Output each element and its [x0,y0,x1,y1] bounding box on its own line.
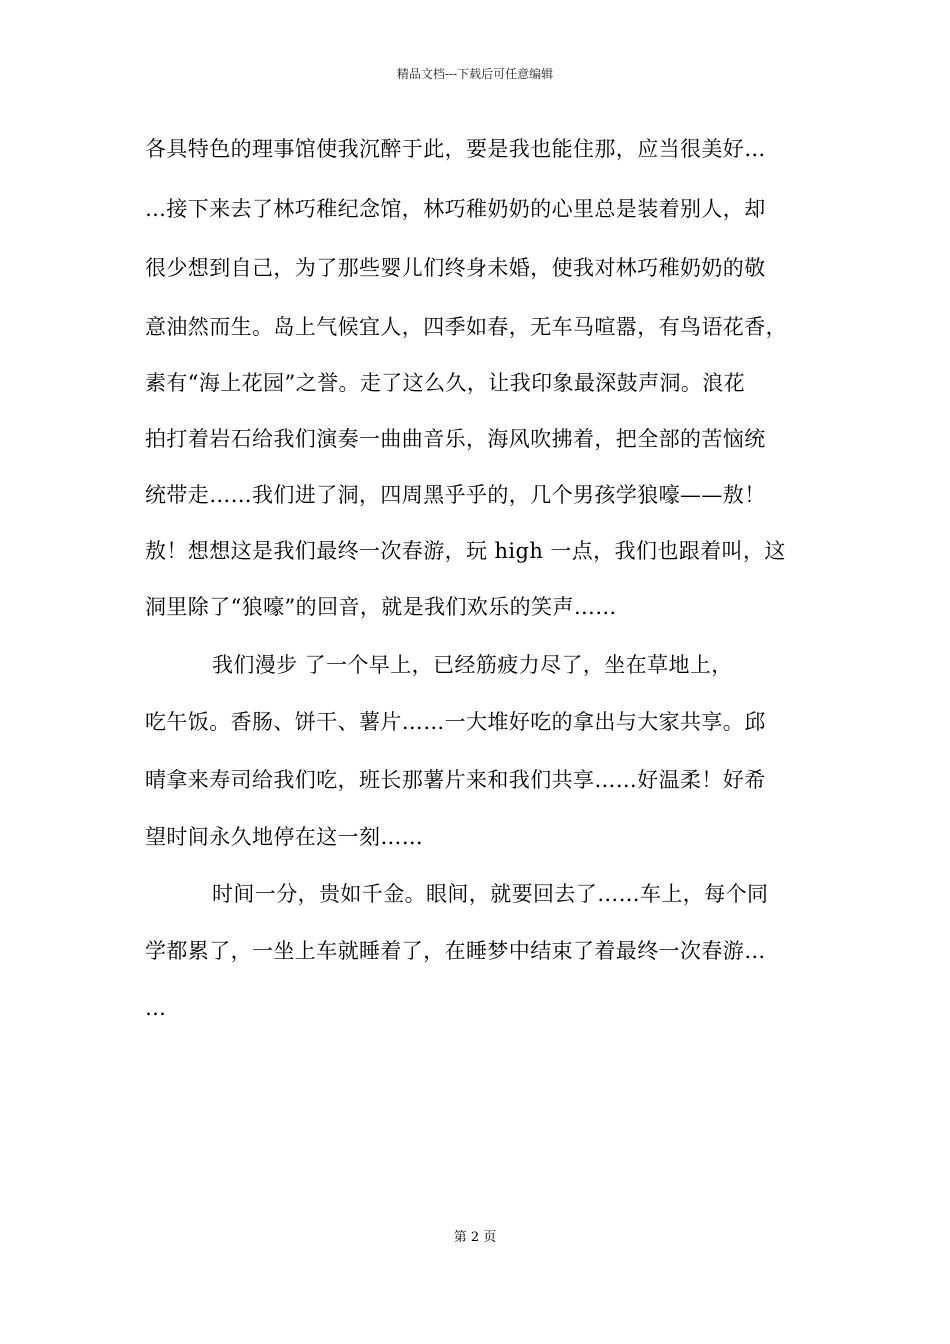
text-line-11: 吃午饭。香肠、饼干、薯片……一大堆好吃的拿出与大家共享。邱 [145,710,766,734]
text-line-3: 很少想到自己，为了那些婴儿们终身未婚，使我对林巧稚奶奶的敬 [145,256,766,280]
text-line-16: … [145,996,167,1020]
text-line-1: 各具特色的理事馆使我沉醉于此，要是我也能住那，应当很美好… [145,137,766,161]
text-line-5: 素有“海上花园”之誉。走了这么久，让我印象最深鼓声洞。浪花 [145,371,746,395]
text-line-13: 望时间永久地停在这一刻…… [145,825,424,849]
text-line-15: 学都累了，一坐上车就睡着了，在睡梦中结束了着最终一次春游… [145,939,766,963]
text-line-8: 敖！想想这是我们最终一次春游，玩 high 一点，我们也跟着叫，这 [145,539,786,563]
text-line-14: 时间一分，贵如千金。眼间，就要回去了……车上，每个同 [212,882,769,906]
text-line-12: 晴拿来寿司给我们吃，班长那薯片来和我们共享……好温柔！好希 [145,768,766,792]
text-line-2: …接下来去了林巧稚纪念馆，林巧稚奶奶的心里总是装着别人，却 [145,197,766,221]
text-line-10: 我们漫步 了一个早上，已经筋疲力尽了，坐在草地上， [212,653,733,677]
text-line-6: 拍打着岩石给我们演奏一曲曲音乐，海风吹拂着，把全部的苦恼统 [145,427,766,451]
text-line-9: 洞里除了“狼嚎”的回音，就是我们欢乐的笑声…… [145,595,617,619]
text-line-4: 意油然而生。岛上气候宜人，四季如春，无车马喧嚣，有鸟语花香， [145,315,787,339]
text-line-7: 统带走……我们进了洞，四周黑乎乎的，几个男孩学狼嚎——敖！ [145,483,766,507]
page-number: 第 2 页 [453,1230,497,1245]
page-header: 精品文档---下载后可任意编辑 [396,67,554,81]
